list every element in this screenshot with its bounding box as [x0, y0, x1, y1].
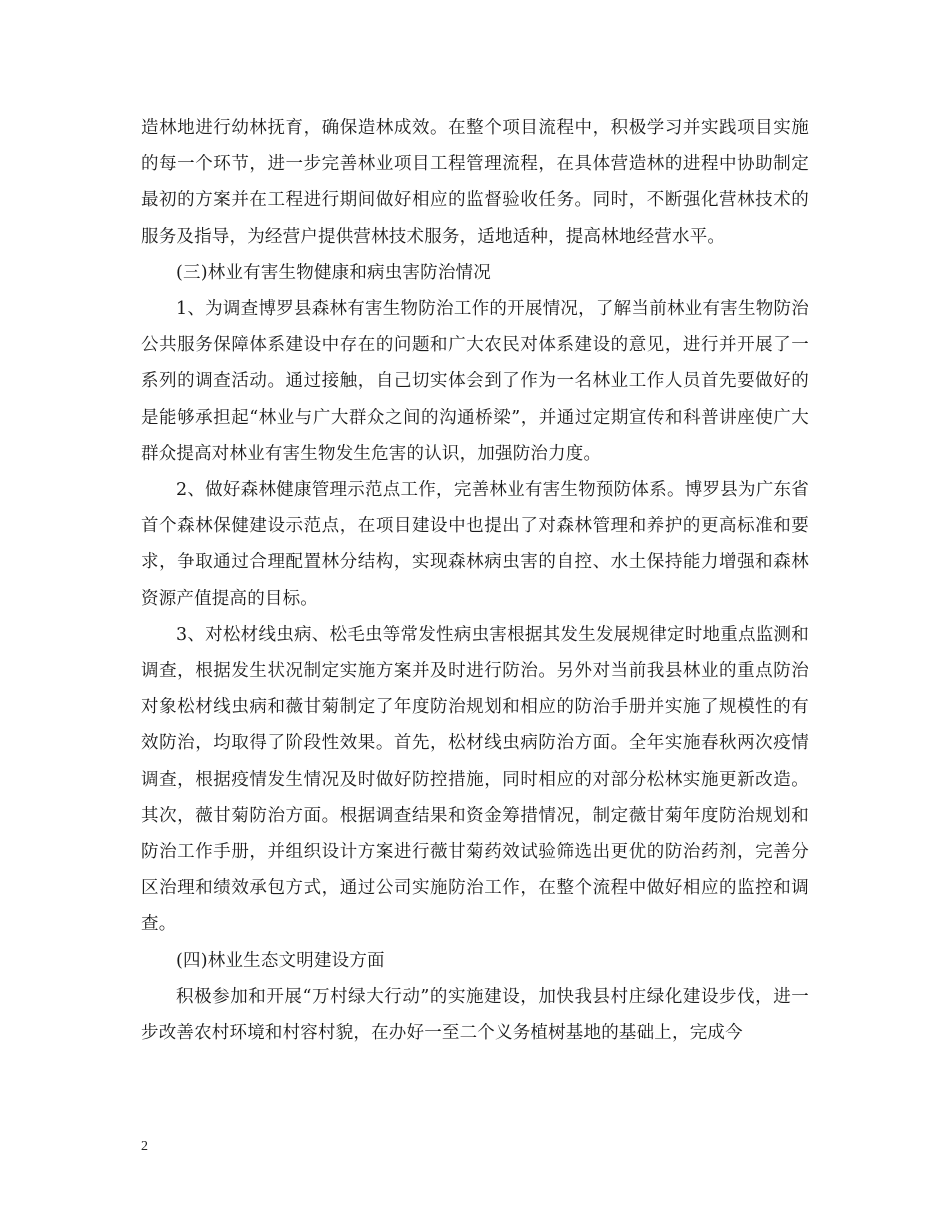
section-heading-ecology: (四)林业生态文明建设方面 [176, 950, 385, 971]
paragraph-ecology: 积极参加和开展“万村绿大行动”的实施建设，加快我县村庄绿化建设步伐，进一步改善农村环境和村容村貌，在办好一至二个义务植树基地的基础上，完成今 [141, 986, 809, 1044]
page-number: 2 [141, 1139, 148, 1154]
paragraph-continuation: 造林地进行幼林抚育，确保造林成效。在整个项目流程中，积极学习并实践项目实施的每一个环节，进一步完善林业项目工程管理流程，在具体营造林的进程中协助制定最初的方案并在工程进行期间做好相应的监督验收任务。同时，不断强化营林技术的服务及指导，为经营户提供营林技术服务，适地适种，提高林地经营水平。 [141, 118, 809, 247]
section-heading-pest-control: (三)林业有害生物健康和病虫害防治情况 [176, 262, 491, 283]
paragraph-item-2: 2、做好森林健康管理示范点工作，完善林业有害生物预防体系。博罗县为广东省首个森林保健建设示范点，在项目建设中也提出了对森林管理和养护的更高标准和要求，争取通过合理配置林分结构，实现森林病虫害的自控、水土保持能力增强和森林资源产值提高的目标。 [141, 480, 809, 609]
document-body [141, 110, 809, 1051]
paragraph-item-1: 1、为调查博罗县森林有害生物防治工作的开展情况，了解当前林业有害生物防治公共服务保障体系建设中存在的问题和广大农民对体系建设的意见，进行并开展了一系列的调查活动。通过接触，自己切实体会到了作为一名林业工作人员首先要做好的是能够承担起“林业与广大群众之间的沟通桥梁”，并通过定期宣传和科普讲座使广大群众提高对林业有害生物发生危害的认识，加强防治力度。 [141, 299, 809, 464]
paragraph-item-3: 3、对松材线虫病、松毛虫等常发性病虫害根据其发生发展规律定时地重点监测和调查，根据发生状况制定实施方案并及时进行防治。另外对当前我县林业的重点防治对象松材线虫病和薇甘菊制定了年度防治规划和相应的防治手册并实施了规模性的有效防治，均取得了阶段性效果。首先，松材线虫病防治方面。全年实施春秋两次疫情调查，根据疫情发生情况及时做好防控措施，同时相应的对部分松林实施更新改造。其次，薇甘菊防治方面。根据调查结果和资金筹措情况，制定薇甘菊年度防治规划和防治工作手册，并组织设计方案进行薇甘菊药效试验筛选出更优的防治药剂，完善分区治理和绩效承包方式，通过公司实施防治工作，在整个流程中做好相应的监控和调查。 [141, 624, 809, 935]
